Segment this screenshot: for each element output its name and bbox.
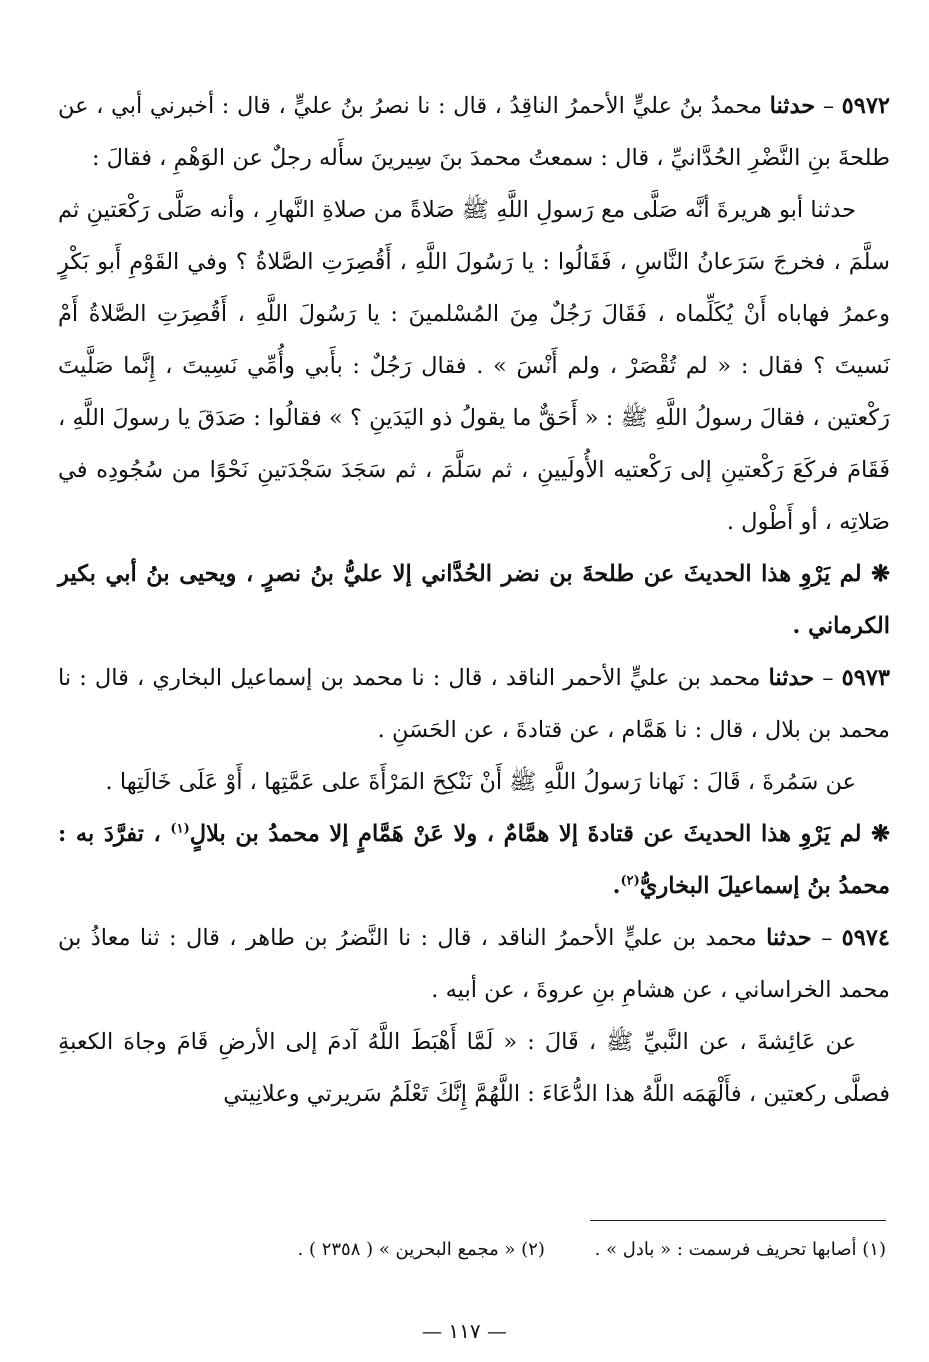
note-text: ❋ لم يَرْوِ هذا الحديثَ عن قتادةَ إلا همَّامٌ ، ولا عَنْ هَمَّامٍ إلا محمدُ بن بلالٍ bbox=[189, 821, 890, 847]
note-end: . bbox=[612, 873, 621, 899]
isnad-text: محمد بن عليٍّ الأحمر الناقد ، قال : نا محمد بن إسماعيل البخاري ، قال : نا محمد بن بلال ، قال : نا هَمَّام ، عن قتادةَ ، عن الحَسَنِ . bbox=[58, 665, 890, 743]
isnad-text: محمد بن عليٍّ الأحمرُ الناقد ، قال : نا النَّضرُ بن طاهر ، قال : ثنا معاذُ بن محمد الخراساني ، عن هشامِ بنِ عروةَ ، عن أبيه . bbox=[58, 925, 890, 1003]
footnote: (١) أصابها تحريف فرسمت : « بادل » . bbox=[594, 1239, 886, 1260]
hadith-note bbox=[58, 808, 890, 912]
dash: – bbox=[821, 925, 833, 951]
footnotes bbox=[58, 1230, 886, 1270]
hadith-number: ٥٩٧٢ bbox=[841, 93, 891, 119]
dash: – bbox=[822, 665, 834, 691]
footnote: (٢) « مجمع البحرين » ( ٢٣٥٨ ) . bbox=[297, 1239, 545, 1260]
hadith-isnad bbox=[58, 912, 890, 1016]
footnote-divider bbox=[590, 1220, 886, 1221]
footnote-ref: (٢) bbox=[620, 873, 640, 889]
hadith-isnad bbox=[58, 652, 890, 756]
hadith-matn: حدثنا أبو هريرةَ أنَّه صَلَّى مع رَسولِ اللَّهِ ﷺ صَلاةً من صلاةِ النَّهارِ ، وأنه صَلَّى رَكْعَتينِ ثم سلَّمَ ، فخرجَ سَرَعانُ النَّاسِ ، فَقَالُوا : يا رَسُولَ اللَّهِ ، أَقُصِرَتِ الصَّلاةُ ؟ وفي القَوْمِ أَبو بَكْرٍ وعمرُ فهاباه أَنْ يُكَلِّماه ، فَقَالَ رَجُلٌ مِنَ المُسْلمينَ : يا رَسُولَ اللَّهِ ، أَقُصِرَتِ الصَّلاةُ أَمْ نَسيتَ ؟ فقال : « لم تُقْصَرْ ، ولم أَنْسَ » . فقال رَجُلٌ : بأَبي وأُمِّي نَسِيتَ ، إِنَّما صَلَّيتَ رَكْعتين ، فقالَ رسولُ اللَّهِ ﷺ : « أَحَقٌّ ما يقولُ ذو اليَدَينِ ؟ » فقالُوا : صَدَقَ يا رسولَ اللَّهِ ، فَقَامَ فركَعَ رَكْعتينِ إلى رَكْعتيه الأُولَيينِ ، ثم سَلَّمَ ، ثم سَجَدَ سَجْدَتينِ نَحْوًا من سُجُودِه في صَلاتِه ، أو أَطْول . bbox=[58, 197, 890, 535]
hadith-matn: عن عَائِشةَ ، عن النَّبيِّ ﷺ ، قَالَ : « لَمَّا أَهْبَطَ اللَّهُ آدمَ إلى الأرضِ قَامَ وجاهَ الكعبةِ فصلَّى ركعتين ، فأَلْهَمَه اللَّهُ هذا الدُّعَاءَ : اللَّهُمَّ إِنَّكَ تَعْلَمُ سَريرتي وعلانِيتي bbox=[58, 1029, 890, 1107]
hadith-number: ٥٩٧٣ bbox=[841, 665, 890, 691]
isnad-lead: حدثنا bbox=[768, 665, 815, 691]
isnad-lead: حدثنا bbox=[769, 93, 816, 119]
note-text: ، تفرَّدَ به : محمدُ بنُ إسماعيلَ البخاريُّ bbox=[58, 821, 890, 899]
page-body bbox=[58, 80, 890, 1120]
hadith-note: ❋ لم يَرْوِ هذا الحديثَ عن طلحةَ بن نضر الحُدَّاني إلا عليُّ بنُ نصرٍ ، ويحيى بنُ أبي بكير الكرماني . bbox=[58, 561, 890, 639]
dash: – bbox=[822, 93, 835, 119]
footnote-ref: (١) bbox=[170, 821, 190, 837]
page-number: — ١١٧ — bbox=[422, 1319, 507, 1343]
hadith-matn: عن سَمُرةَ ، قَالَ : نَهانا رَسولُ اللَّهِ ﷺ أَنْ نَنْكِحَ المَرْأَةَ على عَمَّتِها ، أَوْ عَلَى خَالَتِها . bbox=[105, 769, 856, 795]
isnad-text: محمدُ بنُ عليٍّ الأحمرُ الناقِدُ ، قال : نا نصرُ بنُ عليٍّ ، قال : أخبرني أبي ، عن طلحةَ بنِ النَّضْرِ الحُدَّانيِّ ، قال : سمعتُ محمدَ بنَ سِيرينَ سأَله رجلٌ عن الوَهْمِ ، فقالَ : bbox=[58, 93, 890, 171]
hadith-isnad bbox=[58, 80, 890, 184]
isnad-lead: حدثنا bbox=[766, 925, 812, 951]
hadith-number: ٥٩٧٤ bbox=[841, 925, 890, 951]
